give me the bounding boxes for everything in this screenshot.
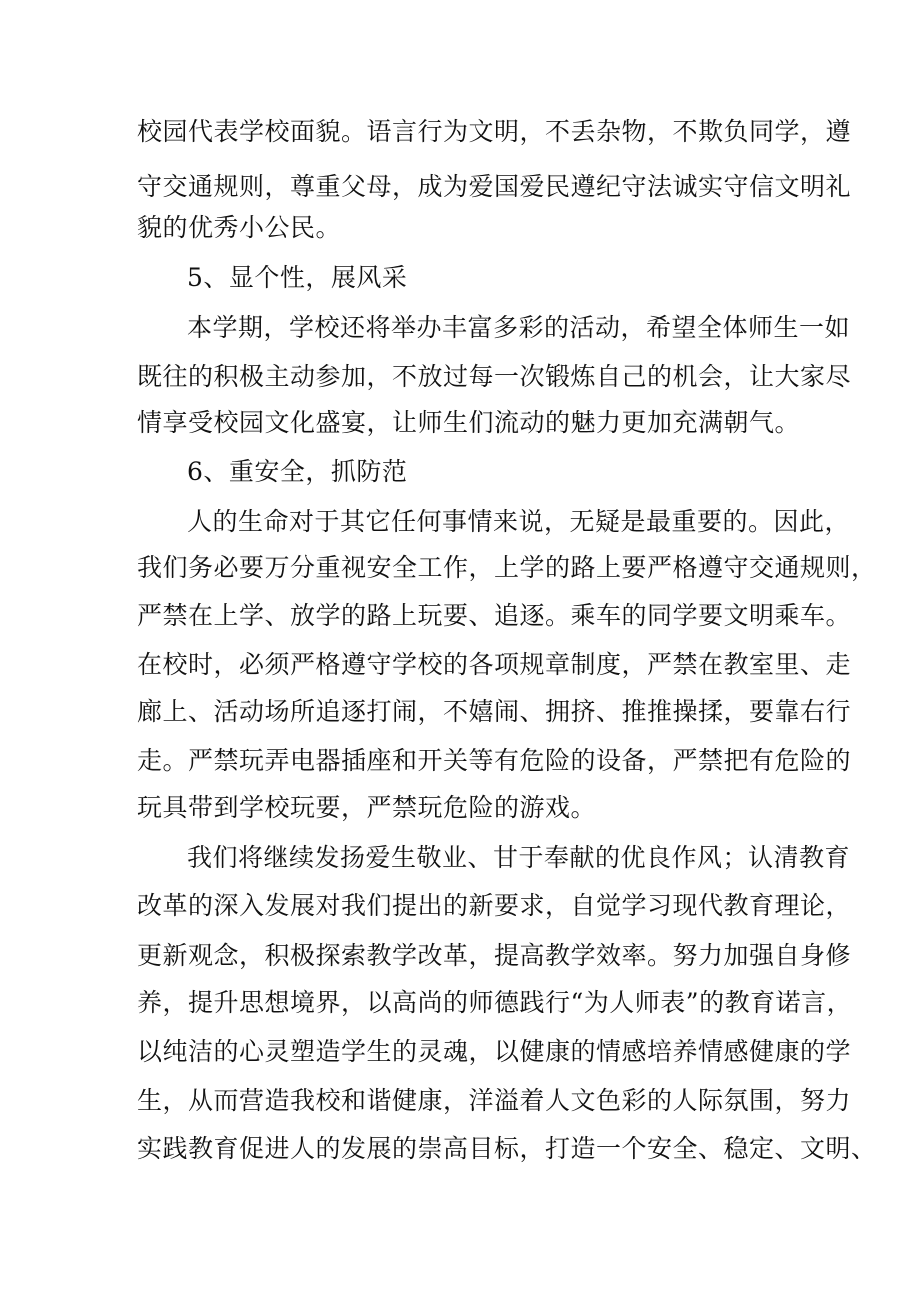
text-line: 严禁在上学、放学的路上玩要、追逐。乘车的同学要文明乘车。 <box>137 601 852 630</box>
text-line: 走。严禁玩弄电器插座和开关等有危险的设备，严禁把有危险的 <box>137 746 852 775</box>
text-line: 人的生命对于其它任何事情来说，无疑是最重要的。因此， <box>187 507 851 536</box>
text-line: 廊上、活动场所追逐打闹，不嬉闹、拥挤、推推操揉，要靠右行 <box>137 697 852 726</box>
text-line: 守交通规则，尊重父母，成为爱国爱民遵纪守法诚实守信文明礼 <box>137 172 852 201</box>
text-line: 在校时，必须严格遵守学校的各项规章制度，严禁在教室里、走 <box>137 650 852 679</box>
text-line: 貌的优秀小公民。 <box>137 213 342 242</box>
text-line: 情享受校园文化盛宴，让师生们流动的魅力更加充满朝气。 <box>137 408 801 437</box>
text-line: 养，提升思想境界，以高尚的师德践行“为人师表”的教育诺言， <box>137 988 853 1017</box>
text-line: 改革的深入发展对我们提出的新要求，自觉学习现代教育理论， <box>137 891 852 920</box>
text-line: 校园代表学校面貌。语言行为文明，不丢杂物，不欺负同学，遵 <box>137 117 852 146</box>
section-heading-6: 6、重安全，抓防范 <box>187 457 408 486</box>
text-line: 实践教育促进人的发展的崇高目标，打造一个安全、稳定、文明、 <box>137 1134 877 1163</box>
text-line: 生，从而营造我校和谐健康，洋溢着人文色彩的人际氛围，努力 <box>137 1086 852 1115</box>
text-line: 以纯洁的心灵塑造学生的灵魂，以健康的情感培养情感健康的学 <box>137 1037 852 1066</box>
text-line: 更新观念，积极探索教学改革，提高教学效率。努力加强自身修 <box>137 941 852 970</box>
text-line: 我们将继续发扬爱生敬业、甘于奉献的优良作风；认清教育 <box>187 843 851 872</box>
text-line: 本学期，学校还将举办丰富多彩的活动，希望全体师生一如 <box>187 313 851 342</box>
text-line: 玩具带到学校玩要，严禁玩危险的游戏。 <box>137 793 597 822</box>
section-heading-5: 5、显个性，展风采 <box>187 263 408 292</box>
text-line: 我们务必要万分重视安全工作，上学的路上要严格遵守交通规则， <box>137 553 877 582</box>
text-line: 既往的积极主动参加，不放过每一次锻炼自己的机会，让大家尽 <box>137 362 852 391</box>
